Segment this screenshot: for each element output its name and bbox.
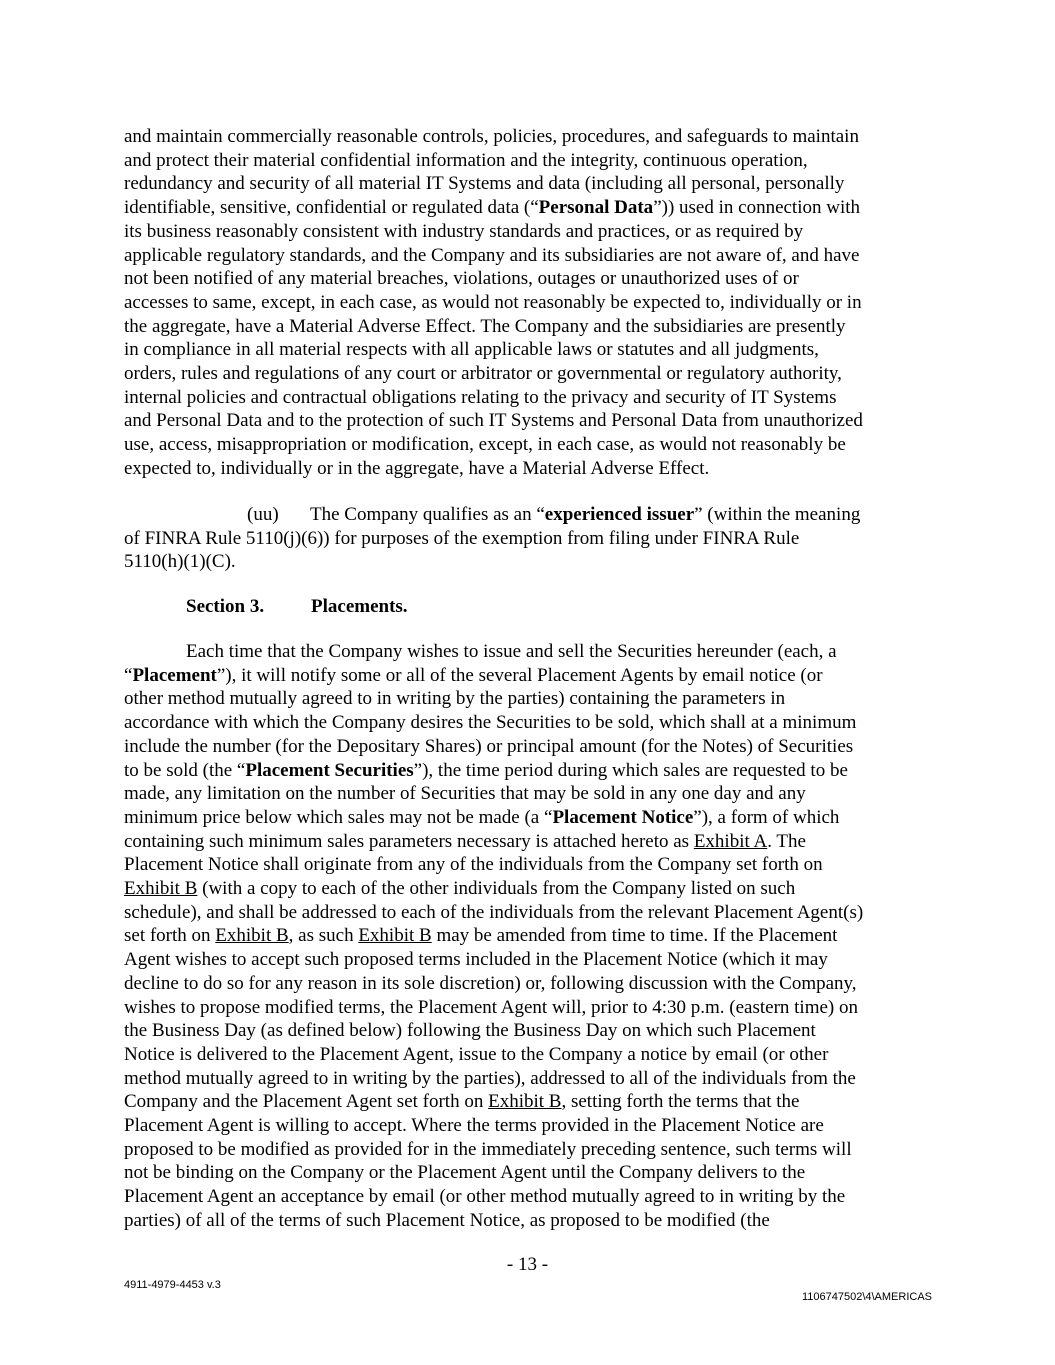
defined-term-placement-notice: Placement Notice [552,806,694,828]
text-line: (uu) The Company qualifies as an “experienced issuer” (within the meaning [247,504,861,525]
text-line: applicable regulatory standards, and the Company and its subsidiaries are not aware of, and have [124,244,860,266]
exhibit-b-reference: Exhibit B [488,1091,562,1113]
text-line: not be binding on the Company or the Placement Agent until the Company delivers to the [124,1162,806,1184]
text-line: accesses to same, except, in each case, as would not reasonably be expected to, individually or in [124,291,862,313]
defined-term-experienced-issuer: experienced issuer [544,504,695,525]
text-line: Company and the Placement Agent set forth on Exhibit B, setting forth the terms that the [124,1091,800,1113]
section-heading [124,595,936,619]
text-line: not been notified of any material breaches, violations, outages or unauthorized uses of or [124,268,799,290]
text-line: internal policies and contractual obligations relating to the privacy and security of IT Systems [124,386,837,408]
document-id-left: 4911-4979-4453 v.3 [124,1279,221,1291]
text-line: accordance with which the Company desires the Securities to be sold, which shall at a minimum [124,712,857,734]
document-id-right: 1106747502\4\AMERICAS [801,1291,932,1303]
text-line: minimum price below which sales may not be made (a “Placement Notice”), a form of which [124,806,840,828]
text-line: Placement Notice shall originate from any of the individuals from the Company set forth on [124,854,823,876]
text-line: use, access, misappropriation or modification, except, in each case, as would not reasonably be [124,434,846,456]
text-line: Placement Agent an acceptance by email (or other method mutually agreed to in writing by the [124,1186,846,1208]
text-line: identifiable, sensitive, confidential or regulated data (“Personal Data”)) used in connection with [124,197,861,219]
defined-term-personal-data: Personal Data [538,197,654,219]
text-line: method mutually agreed to in writing by the parties), addressed to all of the individuals from the [124,1067,856,1089]
text-line: the aggregate, have a Material Adverse Effect. The Company and the subsidiaries are presently [124,315,846,337]
text-line: to be sold (the “Placement Securities”), the time period during which sales are requested to be [124,759,848,781]
exhibit-b-reference: Exhibit B [358,925,432,947]
text-line: Placement Agent is willing to accept. Where the terms provided in the Placement Notice are [124,1115,824,1137]
exhibit-a-reference: Exhibit A [693,830,768,852]
text-line: Agent wishes to accept such proposed terms included in the Placement Notice (which it may [124,949,828,971]
paragraph-uu [124,503,936,574]
text-line: 5110(h)(1)(C). [124,551,236,573]
text-line: made, any limitation on the number of Securities that may be sold in any one day and any [124,783,806,805]
text-line: Exhibit B (with a copy to each of the other individuals from the Company listed on such [124,878,796,900]
paragraph-it-systems [124,125,936,481]
defined-term-placement: Placement [132,664,217,686]
text-line: and Personal Data and to the protection of such IT Systems and Personal Data from unauthorized [124,410,863,432]
text-line: its business reasonably consistent with industry standards and practices, or as required by [124,220,804,242]
text-line: expected to, individually or in the aggregate, have a Material Adverse Effect. [124,457,710,479]
text-line: containing such minimum sales parameters necessary is attached hereto as Exhibit A. The [124,830,806,852]
text-line: schedule), and shall be addressed to each of the individuals from the relevant Placement Agent(s) [124,901,864,923]
text-line: in compliance in all material respects with all applicable laws or statutes and all judgments, [124,339,819,361]
text-line: decline to do so for any reason in its sole discretion) or, following discussion with the Company, [124,972,857,994]
text-line: wishes to propose modified terms, the Placement Agent will, prior to 4:30 p.m. (eastern time) on [124,996,858,1018]
text-line: redundancy and security of all material IT Systems and data (including all personal, personally [124,173,845,195]
text-line: Notice is delivered to the Placement Agent, issue to the Company a notice by email (or other [124,1043,829,1065]
page-number: - 13 - [506,1254,549,1275]
exhibit-b-reference: Exhibit B [215,925,289,947]
exhibit-b-reference: Exhibit B [124,878,198,900]
text-line: set forth on Exhibit B, as such Exhibit B may be amended from time to time. If the Placement [124,925,838,947]
section-number: Section 3. [186,596,265,617]
text-line: other method mutually agreed to in writing by the parties) containing the parameters in [124,688,786,710]
text-line: proposed to be modified as provided for in the immediately preceding sentence, such terms will [124,1138,852,1160]
text-line: and maintain commercially reasonable controls, policies, procedures, and safeguards to maintain [124,126,859,147]
defined-term-placement-securities: Placement Securities [245,759,414,781]
text-line: include the number (for the Depositary Shares) or principal amount (for the Notes) of Securities [124,735,854,757]
text-line: “Placement”), it will notify some or all of the several Placement Agents by email notice (or [124,664,823,686]
text-line: the Business Day (as defined below) following the Business Day on which such Placement [124,1020,816,1042]
text-line: orders, rules and regulations of any court or arbitrator or governmental or regulatory authority, [124,363,842,385]
text-line: Each time that the Company wishes to issue and sell the Securities hereunder (each, a [186,641,837,662]
text-line: of FINRA Rule 5110(j)(6)) for purposes of the exemption from filing under FINRA Rule [124,527,800,549]
clause-label: (uu) [247,504,279,525]
text-line: parties) of all of the terms of such Placement Notice, as proposed to be modified (the [124,1209,770,1231]
text-line: and protect their material confidential information and the integrity, continuous operation, [124,149,808,171]
section-title: Placements. [311,596,408,617]
paragraph-placements [124,640,936,1233]
